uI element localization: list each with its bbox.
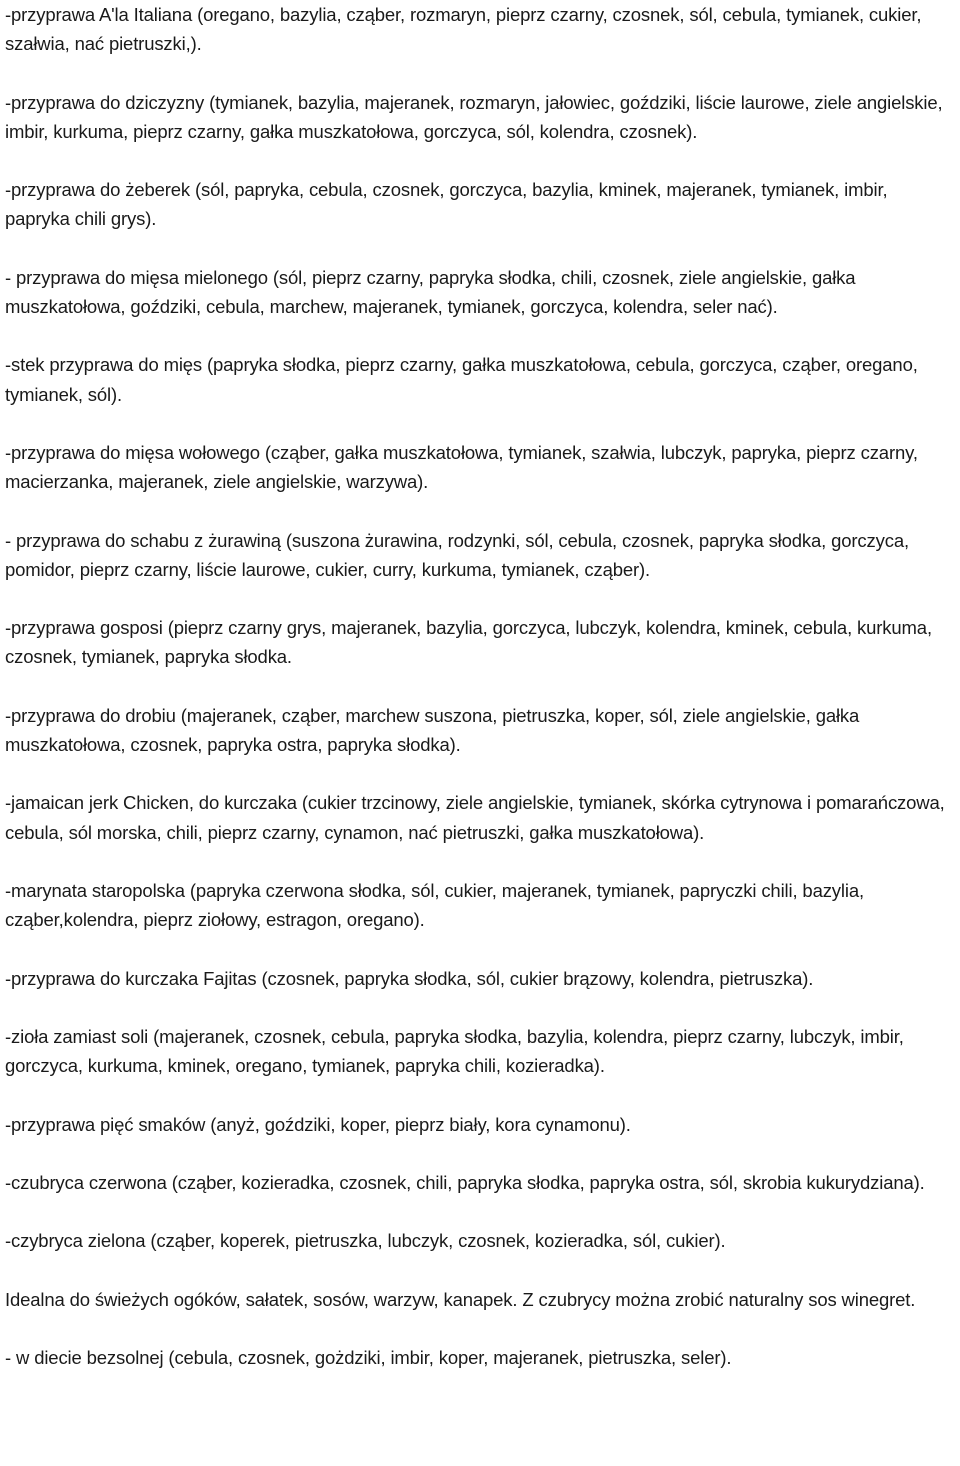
paragraph-ziola: -zioła zamiast soli (majeranek, czosnek, cebula, papryka słodka, bazylia, kolendra, pieprz czarny, lubczyk, imbir, gorczyca, kurkuma, kminek, oregano, tymianek, papryka chili, kozieradka). bbox=[5, 1025, 904, 1077]
paragraph-czubryca-czerwona: -czubryca czerwona (cząber, kozieradka, czosnek, chili, papryka słodka, papryka ostra, sól, skrobia kukurydziana). bbox=[5, 1171, 925, 1193]
paragraph-mieso-mielone: - przyprawa do mięsa mielonego (sól, pieprz czarny, papryka słodka, chili, czosnek, ziele angielskie, gałka muszkatołowa, goździki, cebula, marchew, majeranek, tymianek, gorczyca, kolendra, seler nać). bbox=[5, 266, 856, 317]
paragraph-idealna: Idealna do świeżych ogóków, sałatek, sosów, warzyw, kanapek. Z czubrycy można zrobić naturalny sos winegret. bbox=[5, 1288, 916, 1310]
paragraph-piec-smakow: -przyprawa pięć smaków (anyż, goździki, koper, pieprz biały, kora cynamonu). bbox=[5, 1113, 631, 1135]
document-body bbox=[5, 0, 955, 1401]
paragraph-dieta-bezsolna: - w diecie bezsolnej (cebula, czosnek, gożdziki, imbir, koper, majeranek, pietruszka, seler). bbox=[5, 1347, 732, 1369]
paragraph-stek: -stek przyprawa do mięs (papryka słodka, pieprz czarny, gałka muszkatołowa, cebula, gorczyca, cząber, oregano, tymianek, sól). bbox=[5, 354, 918, 405]
paragraph-schab: - przyprawa do schabu z żurawiną (suszona żurawina, rodzynki, sól, cebula, czosnek, papryka słodka, gorczyca, pomidor, pieprz czarny, liście laurowe, cukier, curry, kurkuma, tymianek, cząber). bbox=[5, 529, 909, 580]
paragraph-drob: -przyprawa do drobiu (majeranek, cząber, marchew suszona, pietruszka, koper, sól, ziele angielskie, gałka muszkatołowa, czosnek, papryka ostra, papryka słodka). bbox=[5, 704, 860, 755]
paragraph-wolowina: -przyprawa do mięsa wołowego (cząber, gałka muszkatołowa, tymianek, szałwia, lubczyk, papryka, pieprz czarny, macierzanka, majeranek, ziele angielskie, warzywa). bbox=[5, 441, 918, 493]
paragraph-fajitas: -przyprawa do kurczaka Fajitas (czosnek, papryka słodka, sól, cukier brązowy, kolendra, pietruszka). bbox=[5, 967, 814, 989]
paragraph-italiana: -przyprawa A'la Italiana (oregano, bazylia, cząber, rozmaryn, pieprz czarny, czosnek, sól, cebula, tymianek, cukier, szałwia, nać pietruszki,). bbox=[5, 4, 922, 55]
paragraph-zeberka: -przyprawa do żeberek (sól, papryka, cebula, czosnek, gorczyca, bazylia, kminek, majeranek, tymianek, imbir, papryka chili grys). bbox=[5, 179, 888, 230]
paragraph-jerk-chicken: -jamaican jerk Chicken, do kurczaka (cukier trzcinowy, ziele angielskie, tymianek, skórka cytrynowa i pomarańczowa, cebula, sól morska, chili, pieprz czarny, cynamon, nać pietruszki, gałka muszkatołowa). bbox=[5, 792, 945, 843]
paragraph-dziczyzna: -przyprawa do dziczyzny (tymianek, bazylia, majeranek, rozmaryn, jałowiec, goździki, liście laurowe, ziele angielskie, imbir, kurkuma, pieprz czarny, gałka muszkatołowa, gorczyca, sól, kolendra, czosnek). bbox=[5, 91, 943, 142]
paragraph-czubryca-zielona: -czybryca zielona (cząber, koperek, pietruszka, lubczyk, czosnek, kozieradka, sól, cukier). bbox=[5, 1230, 726, 1252]
paragraph-gosposi: -przyprawa gosposi (pieprz czarny grys, majeranek, bazylia, gorczyca, lubczyk, kolendra, kminek, cebula, kurkuma, czosnek, tymianek, papryka słodka. bbox=[5, 617, 932, 668]
paragraph-marynata: -marynata staropolska (papryka czerwona słodka, sól, cukier, majeranek, tymianek, papryczki chili, bazylia, cząber,kolendra, pieprz ziołowy, estragon, oregano). bbox=[5, 879, 864, 931]
